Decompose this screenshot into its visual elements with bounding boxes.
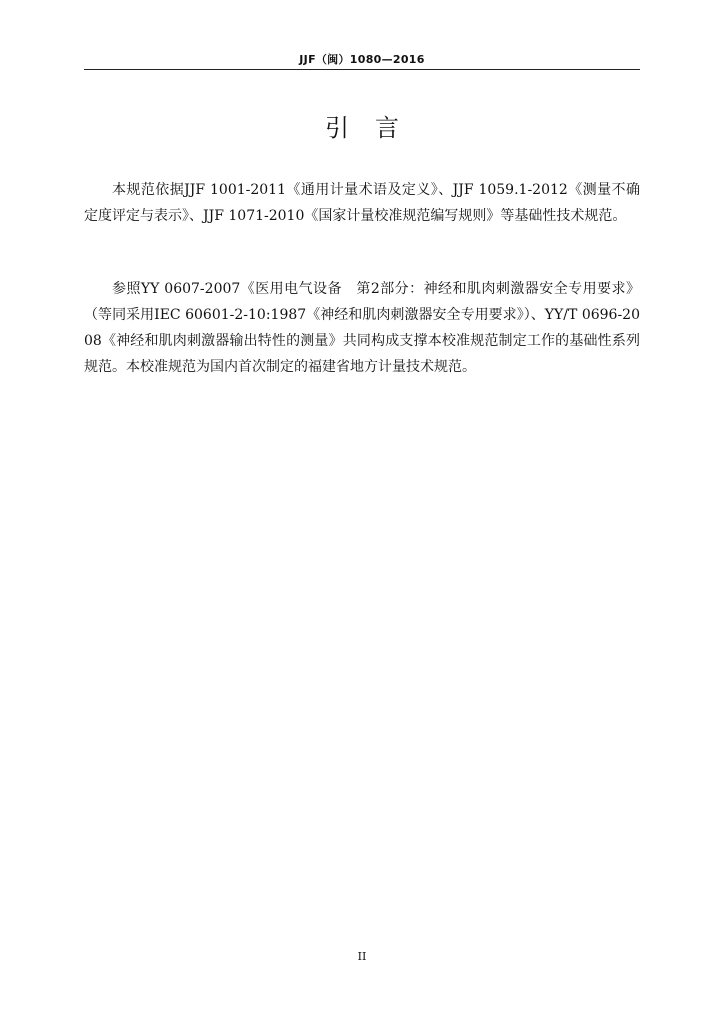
document-code-header: JJF（闽）1080—2016 — [299, 53, 425, 66]
page-number: II — [357, 950, 367, 963]
body-paragraph-1: 本规范依据JJF 1001-2011《通用计量术语及定义》、JJF 1059.1-2012《测量不确定度评定与表示》、JJF 1071-2010《国家计量校准规范编写规则》等基础性技术规范。 — [84, 182, 640, 224]
header-divider — [84, 69, 640, 70]
body-paragraph-2: 参照YY 0607-2007《医用电气设备 第2部分：神经和肌肉刺激器安全专用要求》（等同采用IEC 60601-2-10:1987《神经和肌肉刺激器安全专用要求》）、YY/T 0696-2008《神经和肌肉刺激器输出特性的测量》共同构成支撑本校准规范制定工作的基础性系列规范。本校准规范为国内首次制定的福建省地方计量技术规范。 — [84, 281, 640, 375]
page-title: 引言 — [325, 114, 425, 142]
